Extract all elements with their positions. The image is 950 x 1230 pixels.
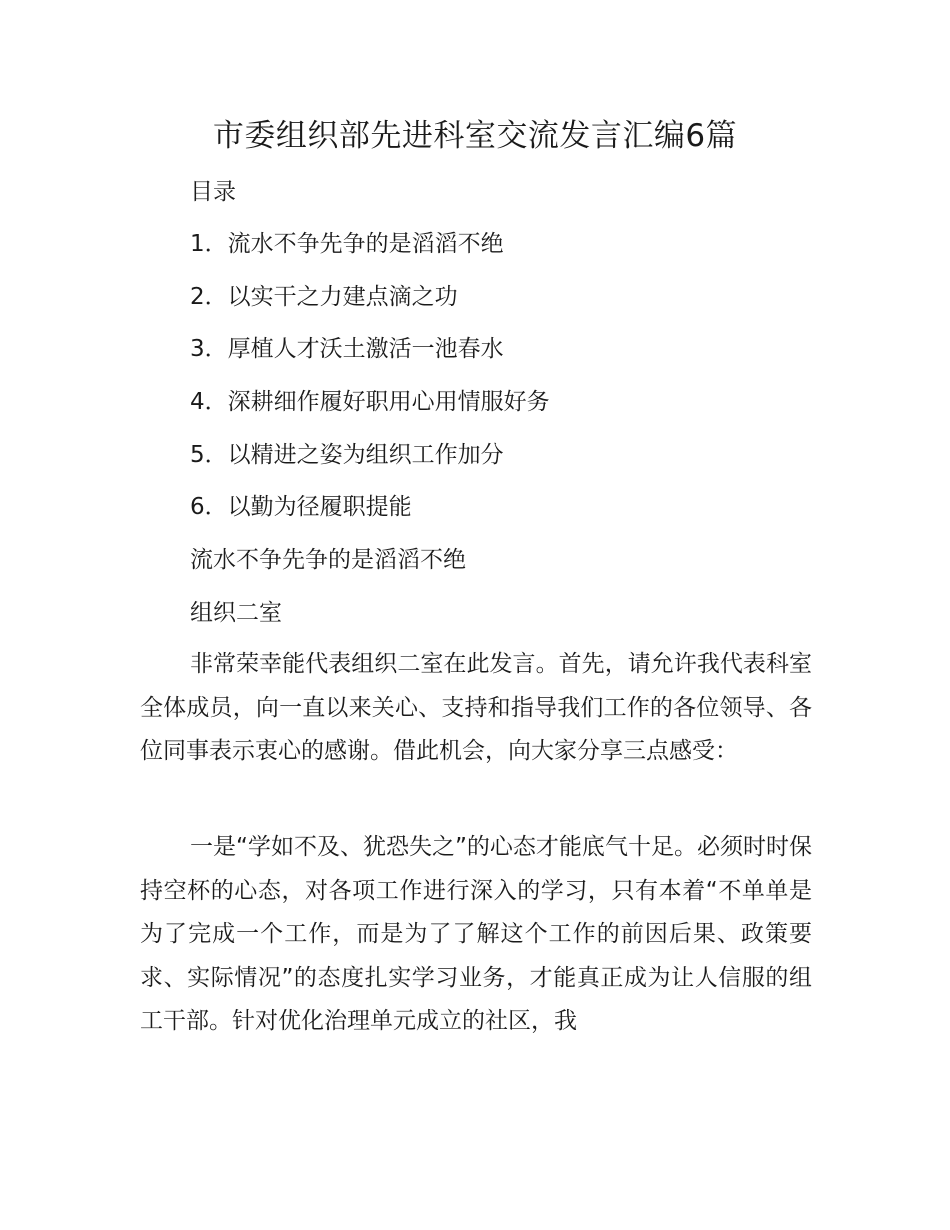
body-paragraph-2: 一是“学如不及、犹恐失之”的心态才能底气十足。必须时时保持空杯的心态，对各项工作进行深入的学习，只有本着“不单单是为了完成一个工作，而是为了了解这个工作的前因后果、政策要求、实际情况”的态度扎实学习业务，才能真正成为让人信服的组工干部。针对优化治理单元成立的社区，我 bbox=[140, 834, 812, 1034]
toc-item-6: 6．以勤为径履职提能 bbox=[190, 494, 412, 520]
section-title: 流水不争先争的是滔滔不绝 bbox=[190, 547, 466, 573]
toc-item-5: 5．以精进之姿为组织工作加分 bbox=[190, 442, 504, 468]
toc-item-1: 1．流水不争先争的是滔滔不绝 bbox=[190, 231, 504, 257]
toc-item-3: 3．厚植人才沃土激活一池春水 bbox=[190, 336, 504, 362]
toc-item-4: 4．深耕细作履好职用心用情服好务 bbox=[190, 389, 550, 415]
body-paragraph-1: 非常荣幸能代表组织二室在此发言。首先，请允许我代表科室全体成员，向一直以来关心、支持和指导我们工作的各位领导、各位同事表示衷心的感谢。借此机会，向大家分享三点感受： bbox=[140, 651, 812, 764]
toc-item-2: 2．以实干之力建点滴之功 bbox=[190, 284, 458, 310]
toc-heading: 目录 bbox=[190, 179, 236, 205]
section-author: 组织二室 bbox=[190, 600, 282, 626]
document-title: 市委组织部先进科室交流发言汇编6篇 bbox=[212, 118, 738, 154]
